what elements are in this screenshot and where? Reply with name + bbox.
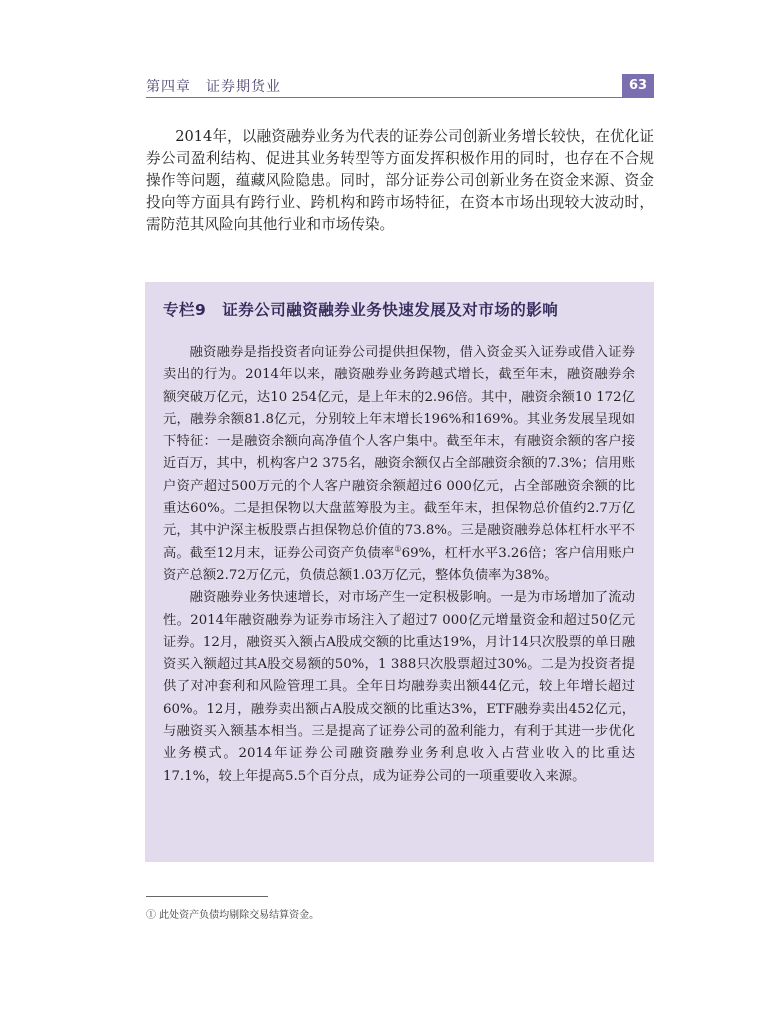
box-paragraph-1-text-end: 69%，杠杆水平3.26倍；客户信用账户资产总额2.72万亿元，负债总额1.03万亿元，整体负债率为38%。: [163, 545, 636, 583]
chapter-title: 第四章 证券期货业: [146, 79, 281, 95]
box-paragraph-2: 融资融券业务快速增长，对市场产生一定积极影响。一是为市场增加了流动性。2014年融资融券为证券市场注入了超过7 000亿元增量资金和超过50亿元证券。12月，融资买入额占A股成交额的比重达19%，月计14只次股票的单日融资买入额超过其A股交易额的50%，1 388只次股票超过30%。二是为投资者提供了对冲套利和风险管理工具。全年日均融券卖出额44亿元，较上年增长超过60%。12月，融券卖出额占A股成交额的比重达3%，ETF融券卖出452亿元，与融资买入额基本相当。三是提高了证券公司的盈利能力，有利于其进一步优化业务模式。2014年证券公司融资融券业务利息收入占营业收入的比重达17.1%，较上年提高5.5个百分点，成为证券公司的一项重要收入来源。: [163, 590, 635, 784]
intro-section: [146, 126, 654, 236]
header-rule: [146, 97, 654, 98]
intro-paragraph: 2014年，以融资融券业务为代表的证券公司创新业务增长较快，在优化证券公司盈利结构、促进其业务转型等方面发挥积极作用的同时，也存在不合规操作等问题，蕴藏风险隐患。同时，部分证券公司创新业务在资金来源、资金投向等方面具有跨行业、跨机构和跨市场特征，在资本市场出现较大波动时，需防范其风险向其他行业和市场传染。: [146, 128, 654, 233]
box-paragraph-1: [163, 342, 635, 587]
box-paragraph-1-text: 融资融券是指投资者向证券公司提供担保物，借入资金买入证券或借入证券卖出的行为。2014年以来，融资融券业务跨越式增长，截至年末，融资融券余额突破万亿元，达10 254亿元，是上年末的2.96倍。其中，融资余额10 172亿元，融券余额81.8亿元，分别较上年末增长196%和169%。其业务发展呈现如下特征：一是融资余额向高净值个人客户集中。截至年末，有融资余额的客户接近百万，其中，机构客户2 375名，融资余额仅占全部融资余额的7.3%；信用账户资产超过500万元的个人客户融资余额超过6 000亿元，占全部融资余额的比重达60%。二是担保物以大盘蓝筹股为主。截至年末，担保物总价值约2.7万亿元，其中沪深主板股票占担保物总价值的73.8%。三是融资融券总体杠杆水平不高。截至12月末，证券公司资产负债率: [163, 345, 635, 561]
page-number: 63: [622, 74, 654, 98]
footnote: ① 此处资产负债均剔除交易结算资金。: [146, 910, 320, 921]
box-body: [163, 342, 635, 788]
footnote-ref: ①: [394, 544, 402, 554]
footnote-rule: [146, 896, 268, 897]
sidebar-box: [145, 282, 654, 862]
box-title: 专栏9 证券公司融资融券业务快速发展及对市场的影响: [163, 301, 559, 319]
page-header: [146, 74, 654, 102]
